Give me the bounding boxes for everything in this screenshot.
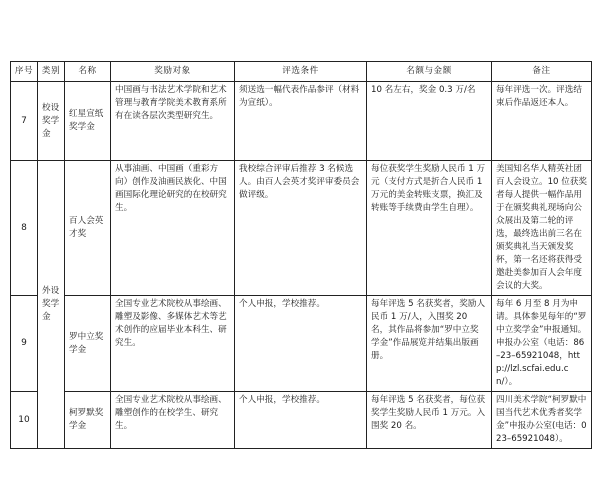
row-award-name: 柯罗默奖学金 xyxy=(65,392,111,449)
row-award-name: 红星宣纸奖学金 xyxy=(65,82,111,161)
row-no: 10 xyxy=(11,392,38,449)
table-header-row xyxy=(11,62,592,82)
row-target: 全国专业艺术院校从事绘画、雕塑及影像、多媒体艺术等艺术创作的应届毕业本科生、研究生。 xyxy=(111,296,235,392)
row-criteria: 我校综合评审后推荐 3 名候选人。由百人会英才奖评审委员会做评级。 xyxy=(235,161,367,296)
row-no: 8 xyxy=(11,161,38,296)
header-criteria: 评选条件 xyxy=(235,62,367,82)
row-category: 外设奖学金 xyxy=(38,161,65,449)
header-no: 序号 xyxy=(11,62,38,82)
header-quota: 名额与金额 xyxy=(367,62,492,82)
table-row xyxy=(11,161,592,296)
row-category: 校设奖学金 xyxy=(38,82,65,161)
row-target: 全国专业艺术院校从事绘画、雕塑创作的在校学生、研究生。 xyxy=(111,392,235,449)
row-criteria: 个人申报，学校推荐。 xyxy=(235,392,367,449)
header-target: 奖励对象 xyxy=(111,62,235,82)
row-quota: 每位获奖学生奖励人民币 1 万元（支付方式是折合人民币 1 万元的美金转账支票，换汇及转账等手续费由学生自理）。 xyxy=(367,161,492,296)
row-criteria: 须送选一幅代表作品参评（材料为宣纸）。 xyxy=(235,82,367,161)
row-note: 四川美术学院“柯罗默中国当代艺术优秀者奖学金”申报办公室(电话：023–65921048）。 xyxy=(492,392,592,449)
table-row xyxy=(11,296,592,392)
table-row xyxy=(11,82,592,161)
row-quota: 每年评选 5 名获奖者，奖励人民币 1 万/人，入围奖 20 名，其作品将参加“罗中立奖学金”作品展览并结集出版画册。 xyxy=(367,296,492,392)
row-quota: 每年评选 5 名获奖者，每位获奖学生奖励人民币 1 万元。入围奖 20 名。 xyxy=(367,392,492,449)
table-row xyxy=(11,392,592,449)
row-note: 每年 6 月至 8 月为申请。具体参见每年的“罗中立奖学金”申报通知。申报办公室（电话：86–23–65921048，http://lzl.scfai.edu.cn/）。 xyxy=(492,296,592,392)
header-note: 备注 xyxy=(492,62,592,82)
row-award-name: 罗中立奖学金 xyxy=(65,296,111,392)
row-criteria: 个人申报，学校推荐。 xyxy=(235,296,367,392)
row-quota: 10 名左右，奖金 0.3 万/名 xyxy=(367,82,492,161)
row-note: 每年评选一次。评选结束后作品返还本人。 xyxy=(492,82,592,161)
row-no: 7 xyxy=(11,82,38,161)
header-category: 类别 xyxy=(38,62,65,82)
row-award-name: 百人会英才奖 xyxy=(65,161,111,296)
row-target: 从事油画、中国画（重彩方向）创作及油画民族化、中国画国际化理论研究的在校研究生。 xyxy=(111,161,235,296)
row-target: 中国画与书法艺术学院和艺术管理与教育学院美术教育系所有在读各层次类型研究生。 xyxy=(111,82,235,161)
row-note: 美国知名华人精英社团百人会设立。10 位获奖者每人提供一幅作品用于在颁奖典礼现场向公众展出及第二轮的评选，最终选出前三名在颁奖典礼当天颁发奖杯，第一名还将获得受邀赴美参加百人会年度会议的大奖。 xyxy=(492,161,592,296)
award-table xyxy=(10,61,592,449)
row-no: 9 xyxy=(11,296,38,392)
header-name: 名称 xyxy=(65,62,111,82)
